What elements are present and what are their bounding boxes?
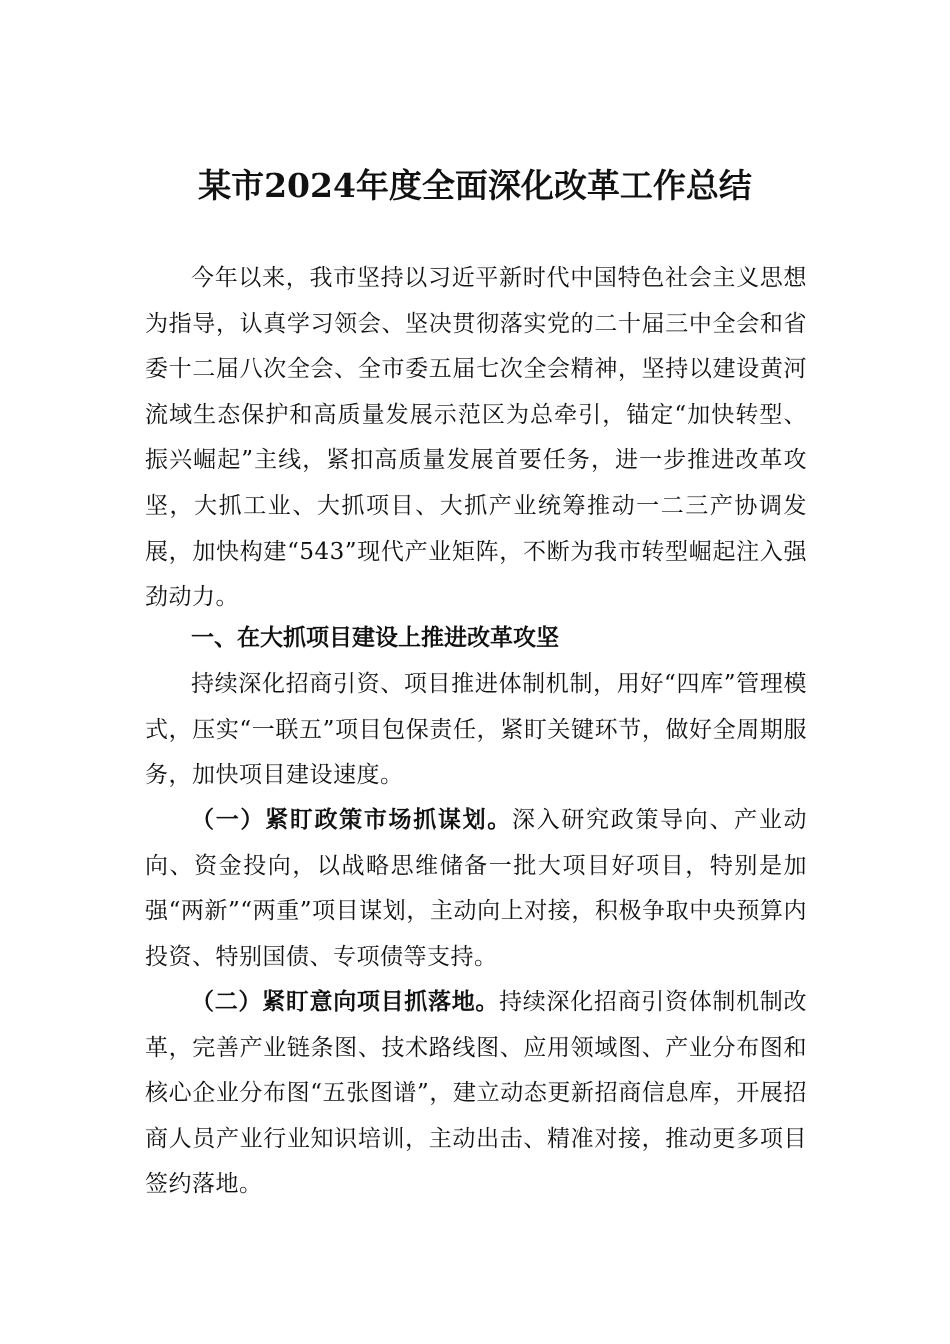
section-paragraph: 持续深化招商引资、项目推进体制机制，用好“四库”管理模式，压实“一联五”项目包保责任，紧盯关键环节，做好全周期服务，加快项目建设速度。 (145, 671, 807, 789)
item-paragraph-1 (145, 798, 807, 980)
item-body-1: 深入研究政策导向、产业动向、资金投向，以战略思维储备一批大项目好项目，特别是加强“两新”“两重”项目谋划，主动向上对接，积极争取中央预算内投资、特别国债、专项债等支持。 (145, 807, 807, 970)
section-heading: 一、在大抓项目建设上推进改革攻坚 (191, 625, 559, 651)
item-heading-2: （二）紧盯意向项目抓落地。 (191, 989, 500, 1015)
document-title: 某市2024年度全面深化改革工作总结 (198, 166, 752, 205)
item-heading-1: （一）紧盯政策市场抓谋划。 (191, 807, 512, 833)
item-paragraph-2 (145, 980, 807, 1208)
intro-paragraph: 今年以来，我市坚持以习近平新时代中国特色社会主义思想为指导，认真学习领会、坚决贯彻落实党的二十届三中全会和省委十二届八次全会、全市委五届七次全会精神，坚持以建设黄河流域生态保护和高质量发展示范区为总牵引，锚定“加快转型、振兴崛起”主线，紧扣高质量发展首要任务，进一步推进改革攻坚，大抓工业、大抓项目、大抓产业统筹推动一二三产协调发展，加快构建“543”现代产业矩阵，不断为我市转型崛起注入强劲动力。 (145, 265, 807, 611)
item-body-2: 持续深化招商引资体制机制改革，完善产业链条图、技术路线图、应用领域图、产业分布图和核心企业分布图“五张图谱”，建立动态更新招商信息库，开展招商人员产业行业知识培训，主动出击、精准对接，推动更多项目签约落地。 (145, 989, 808, 1198)
